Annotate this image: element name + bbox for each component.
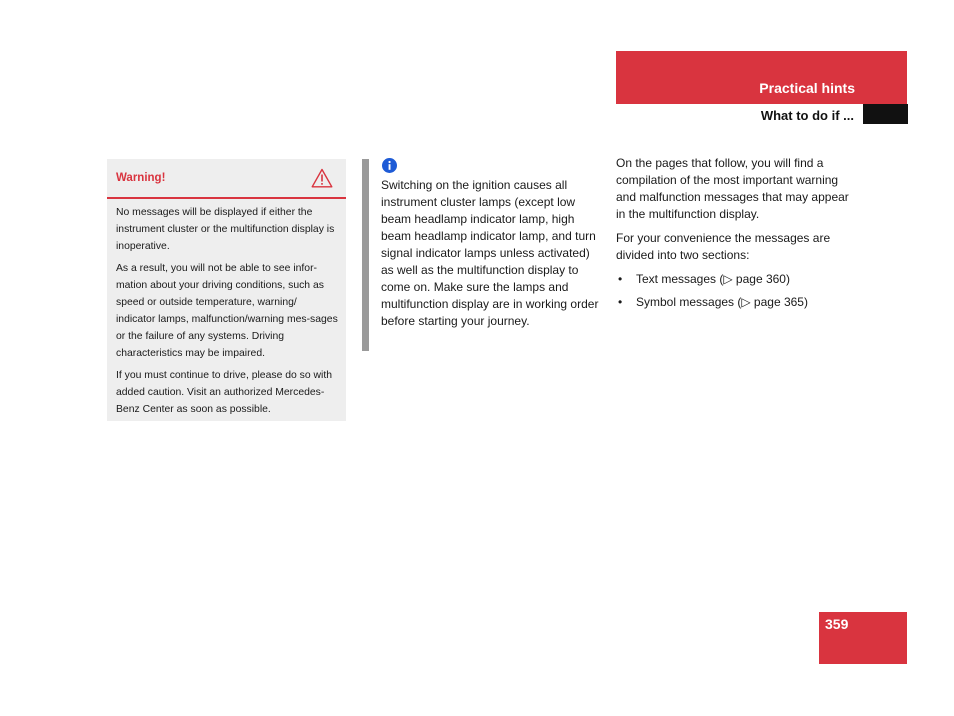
info-text: Switching on the ignition causes all instrument cluster lamps (except low beam headlamp indicator lamp, high beam headlamp indicator lamp, and turn signal indicator lamps unless activated) as well as the multifunction display to come on. Make sure the lamps and multifunction display are in working order before starting your journey.	[381, 178, 599, 328]
warning-paragraph: If you must continue to drive, please do so with added caution. Visit an authorized Mercedes-Benz Center as soon as possible.	[116, 370, 333, 415]
warning-label: Warning!	[116, 172, 166, 184]
page-number-box	[819, 612, 907, 664]
warning-box	[107, 159, 346, 421]
warning-paragraph: No messages will be displayed if either the instrument cluster or the multifunction display is inoperative.	[116, 207, 335, 252]
subsection-title: What to do if ...	[760, 108, 854, 123]
bullet-icon: •	[618, 295, 623, 309]
section-title: Practical hints	[759, 80, 855, 96]
warning-header	[107, 159, 346, 199]
section-list-item	[616, 271, 861, 288]
warning-triangle-icon	[311, 168, 333, 188]
warning-body	[107, 199, 346, 418]
sections-intro-paragraph: For your convenience the messages are divided into two sections:	[616, 231, 831, 262]
main-text-column	[616, 155, 861, 317]
page-number: 359	[825, 616, 849, 632]
bullet-icon: •	[618, 272, 623, 286]
section-header-bar	[616, 51, 907, 104]
section-list	[616, 271, 861, 311]
warning-paragraph: As a result, you will not be able to see infor-mation about your driving conditions, such as speed or outside temperature, warning/ indicator lamps, malfunction/warning mes-sages or the failure of any systems. Driving characteristics may be impaired.	[116, 263, 338, 359]
info-icon	[382, 158, 397, 173]
intro-paragraph: On the pages that follow, you will find a compilation of the most important warning and malfunction messages that may appear in the multifunction display.	[616, 156, 849, 221]
subsection-tab-marker	[863, 104, 908, 124]
section-link-text-messages[interactable]: Text messages (▷ page 360)	[636, 272, 790, 286]
info-side-bar	[362, 159, 369, 351]
section-link-symbol-messages[interactable]: Symbol messages (▷ page 365)	[636, 295, 808, 309]
section-list-item	[616, 294, 861, 311]
